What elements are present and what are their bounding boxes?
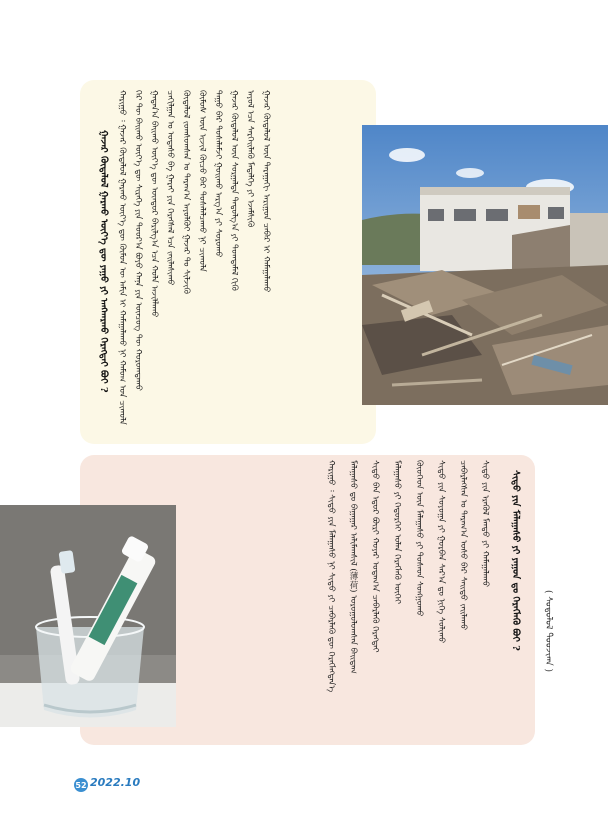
issue-date: 2022.10 [90, 776, 141, 789]
body-line: ᠠᠶᠤᠯ ᠡᠴᠡ ᠰᠡᠷᠭᠡᠢᠯᠡᠬᠦ ᠮᠡᠳᠡᠯᠭᠡ ᠶᠢ ᠡᠵᠡᠮᠰᠢᠬᠦ [245, 90, 255, 228]
body-line: ᠭᠠᠵᠠᠷ ᠬᠥᠳᠡᠯᠦᠯ ᠦᠨ ᠳᠠᠷᠠᠭᠠᠬᠢ ᠠᠷᠢᠭᠤᠨ ᠴᠡᠪᠡᠷ ᠢ ᠬᠠᠮᠠᠭᠠᠯᠠᠬᠤ [261, 90, 271, 293]
body-line: ᠳᠠᠭᠤ ᠪᠠᠷ ᠲᠤᠰᠠᠯᠠᠮᠵᠢ ᠭᠤᠢᠬᠤ ᠠᠷᠭ᠎ᠠ ᠶᠢ ᠰᠤᠷᠤᠬᠤ [213, 90, 223, 258]
body-line: ᠰᠢᠳᠦ ᠪᠡᠨ ᠡᠳᠦᠷ ᠪᠦᠷᠢ ᠬᠣᠶᠠᠷ ᠤᠳᠠᠭ᠎ᠠ ᠴᠡᠪᠡᠷᠯᠡᠬᠦ ᠬᠡᠷᠡᠭᠲᠡᠢ [370, 460, 380, 653]
body-line: ᠭᠠᠵᠠᠷ ᠬᠥᠳᠡᠯᠦᠯ ᠦᠨ ᠰᠤᠷᠭᠠᠯᠲᠠ ᠳᠠᠳᠤᠯᠭ᠎ᠠ ᠶᠢ ᠲᠣᠭᠲᠠᠮᠠᠯ ᠬᠢᠬᠦ [229, 90, 239, 291]
body-line: ᠬᠠᠷᠢᠭᠤ ᠄ ᠰᠢᠳᠦ ᠶᠢᠨ ᠮᠠᠯᠠᠭᠠᠰᠤ ᠨᠢ ᠰᠢᠳᠦ ᠶᠢ ᠴᠡᠪᠡᠷᠯᠡᠬᠦ ᠳᠦ ᠬᠡᠷᠡᠭᠯᠡᠭᠳᠡᠨ᠎ᠡ [326, 460, 336, 693]
earthquake-ruins-photo [362, 125, 608, 405]
body-line: ᠭᠡᠷ ᠲᠦ ᠪᠠᠢᠬᠤ ᠦᠶ᠎ᠡ ᠳᠦ ᠰᠢᠷᠡᠭᠡ ᠶᠢᠨ ᠳᠣᠣᠷ᠎ᠠ ᠪᠤᠶᠤ ᠬᠠᠨᠠ ᠶᠢᠨ ᠥᠨᠴᠦᠭ ᠲᠦ ᠬᠣᠷᠣᠭᠳᠠᠬᠤ [133, 90, 143, 391]
body-line: ᠬᠠᠷᠢᠭᠤ ᠄ ᠭᠠᠵᠠᠷ ᠬᠥᠳᠡᠯᠦᠯ ᠭᠠᠷᠬᠤ ᠦᠶ᠎ᠡ ᠳᠦ ᠬᠦᠮᠦᠨ ᠦ ᠠᠮᠢᠨ ᠢ ᠬᠠᠮᠠᠭᠠᠯᠠᠬᠤ ᠨᠢ ᠬᠠᠮᠤᠭ ᠤᠨ ᠴᠢᠬᠤᠯᠠ [117, 90, 127, 425]
body-line: ᠴᠡᠪᠡᠷᠯᠡᠭᠰᠡᠨ ᠤ ᠳᠠᠷᠠᠭ᠎ᠠ ᠤᠰᠤ ᠪᠠᠷ ᠰᠠᠢᠲᠤ ᠵᠠᠢᠯᠠᠬᠤ [458, 460, 468, 631]
body-line: ᠮᠠᠯᠠᠭᠠᠰᠤ ᠶᠢ ᠬᠡᠲᠦᠷᠬᠡᠢ ᠣᠯᠠᠨ ᠬᠡᠷᠡᠭᠯᠡᠬᠦ ᠦᠭᠡᠢ [392, 460, 402, 605]
toothbrush-cup-photo [0, 505, 176, 727]
body-line: ᠬᠦᠦᠬᠡᠳ ᠦᠨ ᠮᠠᠯᠠᠭᠠᠰᠤ ᠶᠢ ᠲᠤᠰᠠᠳ ᠰᠣᠩᠭᠣᠬᠤ [414, 460, 424, 617]
body-line: ᠰᠢᠳᠦ ᠶᠢᠨ ᠰᠣᠶᠤᠭᠠ ᠶᠢ ᠭᠤᠷᠪᠠᠨ ᠰᠠᠷ᠎ᠠ ᠳᠤ ᠨᠢᠭᠡ ᠰᠣᠯᠢᠬᠤ [436, 460, 446, 644]
body-line: ᠬᠦᠮᠦᠰ ᠦᠨ ᠢᠵᠢᠯ ᠬᠦᠴᠦ ᠪᠠᠷ ᠲᠤᠰᠠᠯᠠᠯᠴᠠᠬᠤ ᠨᠢ ᠴᠢᠬᠤᠯᠠ [197, 90, 207, 272]
question-heading: ᠰᠢᠳᠦ ᠶᠢᠨ ᠮᠠᠯᠠᠭᠠᠰᠤ ᠶᠢ ᠶᠠᠭᠤᠨ ᠳᠤ ᠬᠡᠷᠡᠭᠯᠡᠬᠦ ᠪᠤᠢ ? [510, 470, 521, 651]
section-side-label: ( ᠰᠣᠳᠤᠯᠤᠯ ᠳᠣᠣᠵᠢᠭ᠍ᠠ ) [543, 590, 553, 673]
body-line: ᠰᠢᠳᠦ ᠶᠢᠨ ᠡᠷᠡᠭᠦᠯ ᠮᠡᠨᠳᠦ ᠶᠢ ᠬᠠᠮᠠᠭᠠᠯᠠᠬᠤ [480, 460, 490, 587]
body-line: ᠬᠥᠳᠡᠯᠦᠯ ᠵᠣᠭᠰᠣᠭᠰᠠᠨ ᠤ ᠳᠠᠷᠠᠭ᠎ᠠ ᠠᠶᠤᠯᠭᠦᠢ ᠭᠠᠵᠠᠷ ᠲᠤ ᠰᠢᠯᠵᠢᠬᠦ [181, 90, 191, 295]
body-line: ᠭᠠᠳᠠᠨ᠎ᠠ ᠪᠠᠢᠬᠤ ᠦᠶ᠎ᠡ ᠳᠦ ᠥᠨᠳᠦᠷ ᠪᠠᠷᠢᠯᠭ᠎ᠠ ᠡᠴᠡ ᠬᠣᠯᠠ ᠠᠵᠢᠯᠯᠠᠬᠤ [149, 90, 159, 318]
question-heading: ᠭᠠᠵᠠᠷ ᠬᠥᠳᠡᠯᠦᠯ ᠭᠠᠷᠬᠤ ᠦᠶ᠎ᠡ ᠳᠦ ᠶᠠᠭᠤ ᠶᠢ ᠠᠩᠬᠠᠷᠬᠤ ᠬᠡᠷᠡᠭᠲᠡᠢ ᠪᠤᠢ ? [98, 130, 109, 393]
body-line: ᠮᠠᠯᠠᠭᠠᠰᠤ ᠳᠤ ᠪᠠᠭᠠᠭᠠᠷ ᠠᠯᠢᠮᠠᠭᠰᠢᠯ (薄荷) ᠤᠷᠤᠭᠤᠯᠤᠭᠰᠠᠨ ᠪᠠᠢᠳᠠᠭ [348, 460, 358, 674]
body-line: ᠴᠠᠬᠢᠯᠭᠠᠨ ᠤ ᠤᠲᠠᠰᠤ ᠪᠠ ᠭᠠᠷᠠᠢ ᠶᠢᠨ ᠬᠡᠷᠡᠭᠰᠡᠯ ᠡᠴᠡ ᠵᠠᠢᠯᠠᠰᠢᠬᠤ [165, 90, 175, 286]
page-number-badge: 52 [74, 778, 88, 792]
